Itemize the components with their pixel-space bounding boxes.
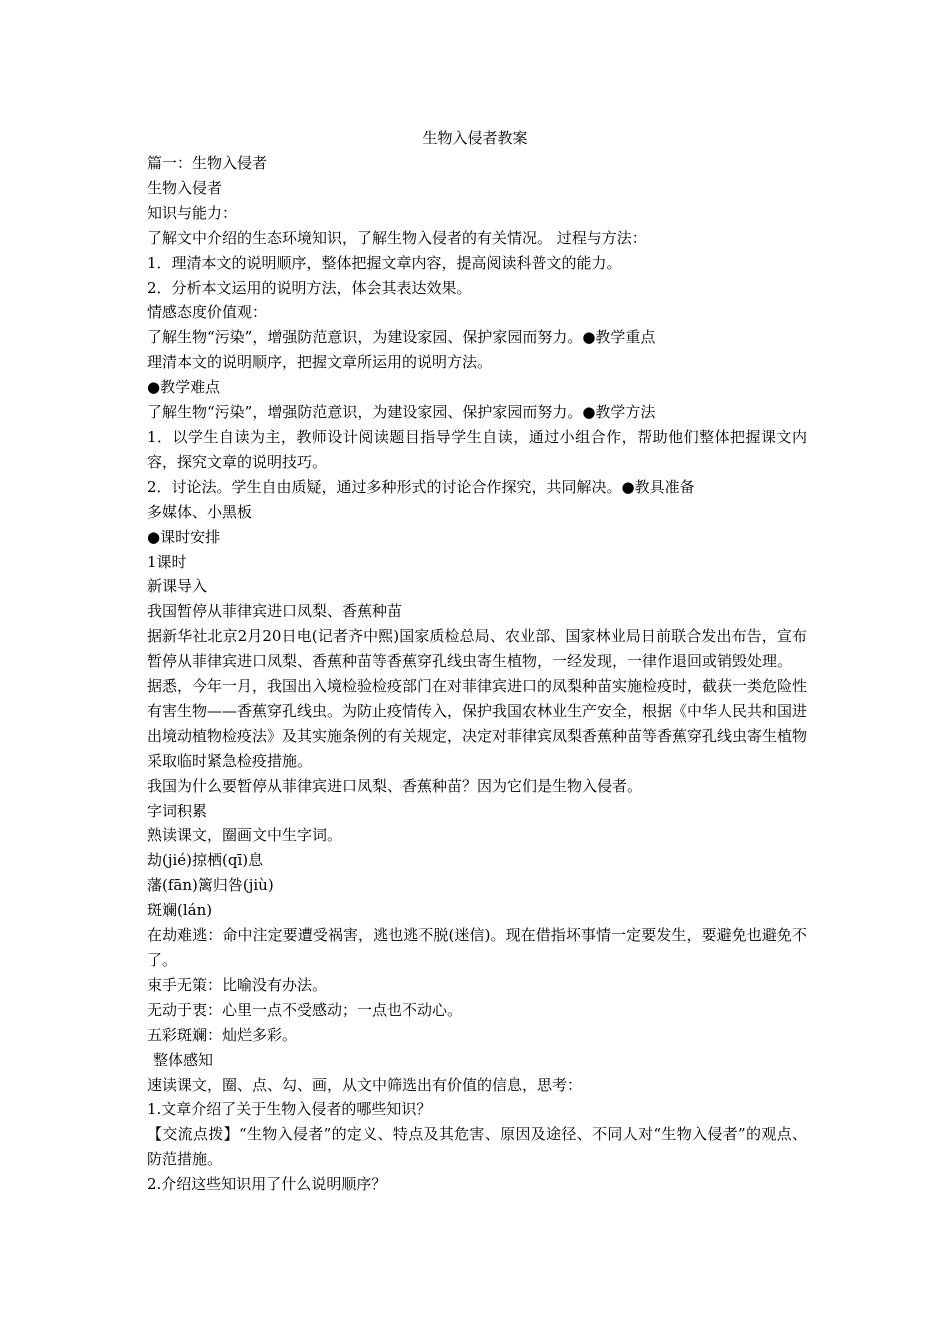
- question-line: 2.介绍这些知识用了什么说明顺序？: [147, 1175, 387, 1194]
- paragraph: 理清本文的说明顺序，把握文章所运用的说明方法。: [147, 353, 493, 372]
- news-headline: 我国暂停从菲律宾进口凤梨、香蕉种苗: [147, 602, 403, 621]
- paragraph: 了解生物“污染”，增强防范意识，为建设家园、保护家园而努力。●教学重点: [147, 328, 656, 347]
- section-heading: 新课导入: [147, 577, 208, 596]
- paragraph: 我国为什么要暂停从菲律宾进口凤梨、香蕉种苗？因为它们是生物入侵者。: [147, 776, 643, 795]
- list-item: 2．分析本文运用的说明方法，体会其表达效果。: [147, 278, 472, 297]
- paragraph: 速读课文，圈、点、勾、画，从文中筛选出有价值的信息，思考：: [147, 1075, 583, 1094]
- bullet-heading: ●教学难点: [147, 378, 221, 397]
- objective-heading: 情感态度价值观：: [147, 303, 268, 322]
- document-title: 生物入侵者教案: [422, 129, 528, 147]
- lesson-title: 生物入侵者: [147, 178, 223, 197]
- document-body: [147, 151, 807, 1197]
- section-heading: 篇一：生物入侵者: [147, 154, 268, 172]
- paragraph: 了解文中介绍的生态环境知识，了解生物入侵者的有关情况。 过程与方法：: [147, 228, 647, 247]
- paragraph: 据悉，今年一月，我国出入境检验检疫部门在对菲律宾进口的凤梨种苗实施检疫时，截获一类危险性有害生物——香蕉穿孔线虫。为防止疫情传入，保护我国农林业生产安全，根据《中华人民共和国进出境动植物检疫法》及其实施条例的有关规定，决定对菲律宾凤梨香蕉种苗等香蕉穿孔线虫寄生植物采取临时紧急检疫措施。: [147, 677, 808, 770]
- answer-paragraph: 【交流点拨】“生物入侵者”的定义、特点及其危害、原因及途径、不同人对“生物入侵者”的观点、防范措施。: [147, 1125, 807, 1169]
- definition-line: 五彩斑斓：灿烂多彩。: [147, 1025, 298, 1044]
- paragraph: 熟读课文，圈画文中生字词。: [147, 826, 343, 845]
- paragraph: 据新华社北京2月20日电(记者齐中熙)国家质检总局、农业部、国家林业局日前联合发出布告，宣布暂停从菲律宾进口凤梨、香蕉种苗等香蕉穿孔线虫寄生植物，一经发现，一律作退回或销毁处理。: [147, 627, 807, 671]
- list-item: 1．理清本文的说明顺序，整体把握文章内容，提高阅读科普文的能力。: [147, 253, 622, 272]
- definition-line: 束手无策：比喻没有办法。: [147, 975, 328, 994]
- definition-line: 无动于衷：心里一点不受感动；一点也不动心。: [147, 1000, 463, 1019]
- bullet-heading: ●课时安排: [147, 527, 221, 546]
- question-line: 1.文章介绍了关于生物入侵者的哪些知识？: [147, 1100, 432, 1119]
- list-item: 2．讨论法。学生自由质疑，通过多种形式的讨论合作探究，共同解决。●教具准备: [147, 477, 695, 496]
- paragraph: 了解生物“污染”，增强防范意识，为建设家园、保护家园而努力。●教学方法: [147, 403, 656, 422]
- section-heading: 字词积累: [147, 801, 208, 820]
- vocabulary-line: 藩(fān)篱归咎(jiù): [147, 876, 274, 895]
- vocabulary-line: 斑斓(lán): [147, 901, 213, 920]
- list-item: 1．以学生自读为主，教师设计阅读题目指导学生自读，通过小组合作，帮助他们整体把握课文内容，探究文章的说明技巧。: [147, 427, 807, 471]
- section-heading: 整体感知: [153, 1050, 214, 1069]
- paragraph: 多媒体、小黑板: [147, 502, 253, 521]
- vocabulary-line: 劫(jié)掠栖(qī)息: [147, 851, 264, 870]
- paragraph: 1课时: [147, 552, 187, 571]
- definition-line: 在劫难逃：命中注定要遭受祸害，逃也逃不脱(迷信)。现在借指坏事情一定要发生，要避免也避免不了。: [147, 926, 807, 969]
- objective-heading: 知识与能力：: [147, 203, 238, 222]
